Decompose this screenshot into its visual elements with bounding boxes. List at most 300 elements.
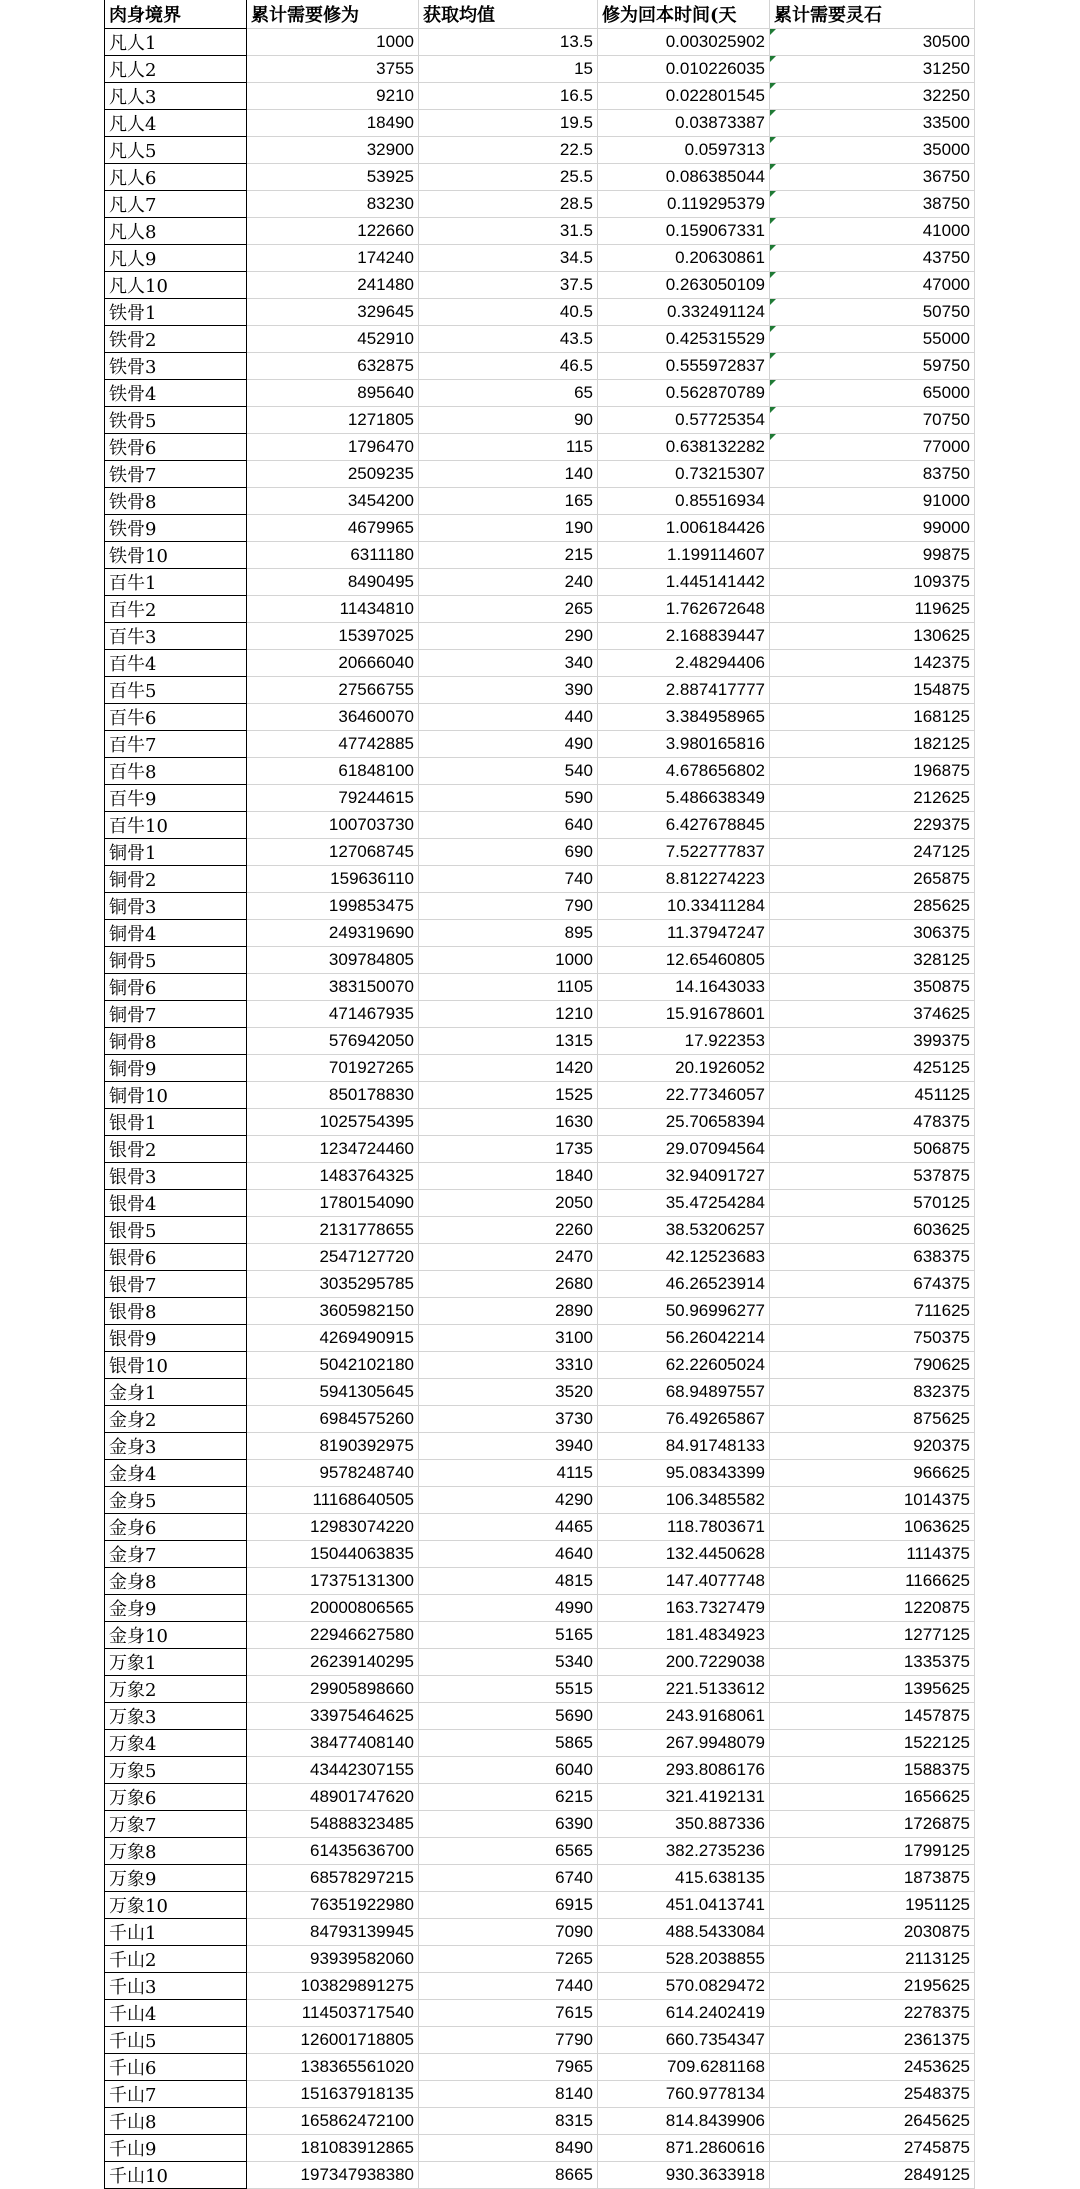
realm-cell[interactable]: 铁骨9 xyxy=(105,514,247,541)
total-spirit-stones-cell[interactable]: 570125 xyxy=(770,1189,975,1216)
realm-cell[interactable]: 万象1 xyxy=(105,1648,247,1675)
payback-days-cell[interactable]: 2.48294406 xyxy=(598,649,770,676)
payback-days-cell[interactable]: 17.922353 xyxy=(598,1027,770,1054)
total-spirit-stones-cell[interactable]: 1063625 xyxy=(770,1513,975,1540)
payback-days-cell[interactable]: 42.12523683 xyxy=(598,1243,770,1270)
payback-days-cell[interactable]: 38.53206257 xyxy=(598,1216,770,1243)
realm-cell[interactable]: 凡人7 xyxy=(105,190,247,217)
realm-cell[interactable]: 千山9 xyxy=(105,2134,247,2161)
average-gain-cell[interactable]: 15 xyxy=(419,55,598,82)
total-spirit-stones-cell[interactable]: 2113125 xyxy=(770,1945,975,1972)
payback-days-cell[interactable]: 4.678656802 xyxy=(598,757,770,784)
average-gain-cell[interactable]: 37.5 xyxy=(419,271,598,298)
average-gain-cell[interactable]: 3520 xyxy=(419,1378,598,1405)
total-cultivation-cell[interactable]: 701927265 xyxy=(247,1054,419,1081)
average-gain-cell[interactable]: 7790 xyxy=(419,2026,598,2053)
realm-cell[interactable]: 银骨6 xyxy=(105,1243,247,1270)
realm-cell[interactable]: 千山8 xyxy=(105,2107,247,2134)
average-gain-cell[interactable]: 140 xyxy=(419,460,598,487)
average-gain-cell[interactable]: 8490 xyxy=(419,2134,598,2161)
payback-days-cell[interactable]: 0.57725354 xyxy=(598,406,770,433)
payback-days-cell[interactable]: 570.0829472 xyxy=(598,1972,770,1999)
total-spirit-stones-cell[interactable]: 32250 xyxy=(770,82,975,109)
realm-cell[interactable]: 铜骨4 xyxy=(105,919,247,946)
realm-cell[interactable]: 万象10 xyxy=(105,1891,247,1918)
average-gain-cell[interactable]: 1735 xyxy=(419,1135,598,1162)
total-cultivation-cell[interactable]: 103829891275 xyxy=(247,1972,419,1999)
total-spirit-stones-cell[interactable]: 265875 xyxy=(770,865,975,892)
total-cultivation-cell[interactable]: 249319690 xyxy=(247,919,419,946)
total-cultivation-cell[interactable]: 12983074220 xyxy=(247,1513,419,1540)
total-spirit-stones-cell[interactable]: 55000 xyxy=(770,325,975,352)
total-cultivation-cell[interactable]: 126001718805 xyxy=(247,2026,419,2053)
total-spirit-stones-cell[interactable]: 168125 xyxy=(770,703,975,730)
average-gain-cell[interactable]: 6390 xyxy=(419,1810,598,1837)
total-cultivation-cell[interactable]: 181083912865 xyxy=(247,2134,419,2161)
total-spirit-stones-cell[interactable]: 506875 xyxy=(770,1135,975,1162)
realm-cell[interactable]: 万象3 xyxy=(105,1702,247,1729)
realm-cell[interactable]: 铁骨8 xyxy=(105,487,247,514)
average-gain-cell[interactable]: 7615 xyxy=(419,1999,598,2026)
total-cultivation-cell[interactable]: 3035295785 xyxy=(247,1270,419,1297)
payback-days-cell[interactable]: 200.7229038 xyxy=(598,1648,770,1675)
total-cultivation-cell[interactable]: 32900 xyxy=(247,136,419,163)
total-spirit-stones-cell[interactable]: 142375 xyxy=(770,649,975,676)
realm-cell[interactable]: 银骨7 xyxy=(105,1270,247,1297)
total-cultivation-cell[interactable]: 1271805 xyxy=(247,406,419,433)
total-spirit-stones-cell[interactable]: 31250 xyxy=(770,55,975,82)
total-cultivation-cell[interactable]: 576942050 xyxy=(247,1027,419,1054)
average-gain-cell[interactable]: 4115 xyxy=(419,1459,598,1486)
total-cultivation-cell[interactable]: 850178830 xyxy=(247,1081,419,1108)
total-spirit-stones-cell[interactable]: 2030875 xyxy=(770,1918,975,1945)
payback-days-cell[interactable]: 163.7327479 xyxy=(598,1594,770,1621)
realm-cell[interactable]: 千山2 xyxy=(105,1945,247,1972)
total-spirit-stones-cell[interactable]: 1588375 xyxy=(770,1756,975,1783)
payback-days-cell[interactable]: 0.010226035 xyxy=(598,55,770,82)
total-spirit-stones-cell[interactable]: 196875 xyxy=(770,757,975,784)
realm-cell[interactable]: 铁骨2 xyxy=(105,325,247,352)
realm-cell[interactable]: 铁骨7 xyxy=(105,460,247,487)
total-spirit-stones-cell[interactable]: 2195625 xyxy=(770,1972,975,1999)
total-cultivation-cell[interactable]: 1796470 xyxy=(247,433,419,460)
total-cultivation-cell[interactable]: 2547127720 xyxy=(247,1243,419,1270)
total-cultivation-cell[interactable]: 199853475 xyxy=(247,892,419,919)
total-spirit-stones-cell[interactable]: 99000 xyxy=(770,514,975,541)
payback-days-cell[interactable]: 12.65460805 xyxy=(598,946,770,973)
total-cultivation-cell[interactable]: 4269490915 xyxy=(247,1324,419,1351)
total-spirit-stones-cell[interactable]: 35000 xyxy=(770,136,975,163)
total-cultivation-cell[interactable]: 383150070 xyxy=(247,973,419,1000)
realm-cell[interactable]: 百牛8 xyxy=(105,757,247,784)
realm-cell[interactable]: 金身5 xyxy=(105,1486,247,1513)
total-spirit-stones-cell[interactable]: 537875 xyxy=(770,1162,975,1189)
total-cultivation-cell[interactable]: 8190392975 xyxy=(247,1432,419,1459)
payback-days-cell[interactable]: 415.638135 xyxy=(598,1864,770,1891)
payback-days-cell[interactable]: 451.0413741 xyxy=(598,1891,770,1918)
realm-cell[interactable]: 银骨2 xyxy=(105,1135,247,1162)
average-gain-cell[interactable]: 1840 xyxy=(419,1162,598,1189)
realm-cell[interactable]: 银骨1 xyxy=(105,1108,247,1135)
realm-cell[interactable]: 金身10 xyxy=(105,1621,247,1648)
average-gain-cell[interactable]: 16.5 xyxy=(419,82,598,109)
realm-cell[interactable]: 金身8 xyxy=(105,1567,247,1594)
total-cultivation-cell[interactable]: 93939582060 xyxy=(247,1945,419,1972)
payback-days-cell[interactable]: 0.159067331 xyxy=(598,217,770,244)
realm-cell[interactable]: 金身7 xyxy=(105,1540,247,1567)
average-gain-cell[interactable]: 7265 xyxy=(419,1945,598,1972)
payback-days-cell[interactable]: 25.70658394 xyxy=(598,1108,770,1135)
average-gain-cell[interactable]: 34.5 xyxy=(419,244,598,271)
realm-cell[interactable]: 凡人2 xyxy=(105,55,247,82)
realm-cell[interactable]: 百牛3 xyxy=(105,622,247,649)
total-spirit-stones-cell[interactable]: 77000 xyxy=(770,433,975,460)
average-gain-cell[interactable]: 7965 xyxy=(419,2053,598,2080)
total-spirit-stones-cell[interactable]: 36750 xyxy=(770,163,975,190)
total-spirit-stones-cell[interactable]: 966625 xyxy=(770,1459,975,1486)
total-spirit-stones-cell[interactable]: 47000 xyxy=(770,271,975,298)
total-cultivation-cell[interactable]: 43442307155 xyxy=(247,1756,419,1783)
realm-cell[interactable]: 银骨8 xyxy=(105,1297,247,1324)
payback-days-cell[interactable]: 29.07094564 xyxy=(598,1135,770,1162)
payback-days-cell[interactable]: 293.8086176 xyxy=(598,1756,770,1783)
total-spirit-stones-cell[interactable]: 875625 xyxy=(770,1405,975,1432)
payback-days-cell[interactable]: 0.022801545 xyxy=(598,82,770,109)
total-spirit-stones-cell[interactable]: 1114375 xyxy=(770,1540,975,1567)
total-spirit-stones-cell[interactable]: 638375 xyxy=(770,1243,975,1270)
total-cultivation-cell[interactable]: 4679965 xyxy=(247,514,419,541)
total-spirit-stones-cell[interactable]: 425125 xyxy=(770,1054,975,1081)
total-spirit-stones-cell[interactable]: 603625 xyxy=(770,1216,975,1243)
average-gain-cell[interactable]: 28.5 xyxy=(419,190,598,217)
total-spirit-stones-cell[interactable]: 83750 xyxy=(770,460,975,487)
total-cultivation-cell[interactable]: 9578248740 xyxy=(247,1459,419,1486)
average-gain-cell[interactable]: 8140 xyxy=(419,2080,598,2107)
total-cultivation-cell[interactable]: 2131778655 xyxy=(247,1216,419,1243)
average-gain-cell[interactable]: 2680 xyxy=(419,1270,598,1297)
average-gain-cell[interactable]: 2470 xyxy=(419,1243,598,1270)
total-cultivation-cell[interactable]: 18490 xyxy=(247,109,419,136)
payback-days-cell[interactable]: 2.168839447 xyxy=(598,622,770,649)
payback-days-cell[interactable]: 488.5433084 xyxy=(598,1918,770,1945)
payback-days-cell[interactable]: 6.427678845 xyxy=(598,811,770,838)
realm-cell[interactable]: 凡人9 xyxy=(105,244,247,271)
realm-cell[interactable]: 铜骨7 xyxy=(105,1000,247,1027)
realm-cell[interactable]: 千山10 xyxy=(105,2161,247,2188)
average-gain-cell[interactable]: 790 xyxy=(419,892,598,919)
total-spirit-stones-cell[interactable]: 1656625 xyxy=(770,1783,975,1810)
realm-cell[interactable]: 银骨9 xyxy=(105,1324,247,1351)
total-spirit-stones-cell[interactable]: 70750 xyxy=(770,406,975,433)
total-cultivation-cell[interactable]: 632875 xyxy=(247,352,419,379)
average-gain-cell[interactable]: 165 xyxy=(419,487,598,514)
realm-cell[interactable]: 凡人10 xyxy=(105,271,247,298)
total-cultivation-cell[interactable]: 241480 xyxy=(247,271,419,298)
total-cultivation-cell[interactable]: 20000806565 xyxy=(247,1594,419,1621)
spreadsheet[interactable] xyxy=(104,0,974,2187)
payback-days-cell[interactable]: 0.562870789 xyxy=(598,379,770,406)
realm-cell[interactable]: 凡人5 xyxy=(105,136,247,163)
average-gain-cell[interactable]: 40.5 xyxy=(419,298,598,325)
average-gain-cell[interactable]: 265 xyxy=(419,595,598,622)
total-spirit-stones-cell[interactable]: 285625 xyxy=(770,892,975,919)
total-cultivation-cell[interactable]: 47742885 xyxy=(247,730,419,757)
average-gain-cell[interactable]: 3940 xyxy=(419,1432,598,1459)
payback-days-cell[interactable]: 267.9948079 xyxy=(598,1729,770,1756)
realm-cell[interactable]: 万象9 xyxy=(105,1864,247,1891)
total-cultivation-cell[interactable]: 11168640505 xyxy=(247,1486,419,1513)
header-total-cultivation[interactable]: 累计需要修为 xyxy=(247,0,419,28)
total-spirit-stones-cell[interactable]: 1457875 xyxy=(770,1702,975,1729)
average-gain-cell[interactable]: 340 xyxy=(419,649,598,676)
average-gain-cell[interactable]: 5340 xyxy=(419,1648,598,1675)
total-cultivation-cell[interactable]: 38477408140 xyxy=(247,1729,419,1756)
total-cultivation-cell[interactable]: 122660 xyxy=(247,217,419,244)
average-gain-cell[interactable]: 6565 xyxy=(419,1837,598,1864)
payback-days-cell[interactable]: 0.03873387 xyxy=(598,109,770,136)
average-gain-cell[interactable]: 6215 xyxy=(419,1783,598,1810)
realm-cell[interactable]: 百牛10 xyxy=(105,811,247,838)
total-cultivation-cell[interactable]: 6984575260 xyxy=(247,1405,419,1432)
total-spirit-stones-cell[interactable]: 750375 xyxy=(770,1324,975,1351)
total-spirit-stones-cell[interactable]: 451125 xyxy=(770,1081,975,1108)
payback-days-cell[interactable]: 22.77346057 xyxy=(598,1081,770,1108)
realm-cell[interactable]: 千山5 xyxy=(105,2026,247,2053)
average-gain-cell[interactable]: 240 xyxy=(419,568,598,595)
payback-days-cell[interactable]: 871.2860616 xyxy=(598,2134,770,2161)
total-spirit-stones-cell[interactable]: 2278375 xyxy=(770,1999,975,2026)
total-spirit-stones-cell[interactable]: 1335375 xyxy=(770,1648,975,1675)
total-cultivation-cell[interactable]: 2509235 xyxy=(247,460,419,487)
average-gain-cell[interactable]: 6915 xyxy=(419,1891,598,1918)
average-gain-cell[interactable]: 1630 xyxy=(419,1108,598,1135)
realm-cell[interactable]: 金身1 xyxy=(105,1378,247,1405)
payback-days-cell[interactable]: 660.7354347 xyxy=(598,2026,770,2053)
payback-days-cell[interactable]: 0.20630861 xyxy=(598,244,770,271)
header-payback-days[interactable]: 修为回本时间(天 xyxy=(598,0,770,28)
realm-cell[interactable]: 千山6 xyxy=(105,2053,247,2080)
payback-days-cell[interactable]: 118.7803671 xyxy=(598,1513,770,1540)
total-spirit-stones-cell[interactable]: 2453625 xyxy=(770,2053,975,2080)
total-cultivation-cell[interactable]: 329645 xyxy=(247,298,419,325)
total-spirit-stones-cell[interactable]: 832375 xyxy=(770,1378,975,1405)
realm-cell[interactable]: 凡人3 xyxy=(105,82,247,109)
total-spirit-stones-cell[interactable]: 306375 xyxy=(770,919,975,946)
average-gain-cell[interactable]: 4990 xyxy=(419,1594,598,1621)
payback-days-cell[interactable]: 7.522777837 xyxy=(598,838,770,865)
realm-cell[interactable]: 凡人4 xyxy=(105,109,247,136)
total-spirit-stones-cell[interactable]: 30500 xyxy=(770,28,975,55)
realm-cell[interactable]: 千山7 xyxy=(105,2080,247,2107)
total-cultivation-cell[interactable]: 83230 xyxy=(247,190,419,217)
realm-cell[interactable]: 千山4 xyxy=(105,1999,247,2026)
payback-days-cell[interactable]: 20.1926052 xyxy=(598,1054,770,1081)
realm-cell[interactable]: 万象2 xyxy=(105,1675,247,1702)
total-spirit-stones-cell[interactable]: 1522125 xyxy=(770,1729,975,1756)
payback-days-cell[interactable]: 0.85516934 xyxy=(598,487,770,514)
payback-days-cell[interactable]: 10.33411284 xyxy=(598,892,770,919)
payback-days-cell[interactable]: 760.9778134 xyxy=(598,2080,770,2107)
total-spirit-stones-cell[interactable]: 43750 xyxy=(770,244,975,271)
total-cultivation-cell[interactable]: 53925 xyxy=(247,163,419,190)
payback-days-cell[interactable]: 221.5133612 xyxy=(598,1675,770,1702)
payback-days-cell[interactable]: 5.486638349 xyxy=(598,784,770,811)
average-gain-cell[interactable]: 7440 xyxy=(419,1972,598,1999)
realm-cell[interactable]: 铁骨3 xyxy=(105,352,247,379)
realm-cell[interactable]: 百牛9 xyxy=(105,784,247,811)
total-cultivation-cell[interactable]: 151637918135 xyxy=(247,2080,419,2107)
payback-days-cell[interactable]: 0.0597313 xyxy=(598,136,770,163)
total-cultivation-cell[interactable]: 79244615 xyxy=(247,784,419,811)
average-gain-cell[interactable]: 31.5 xyxy=(419,217,598,244)
realm-cell[interactable]: 万象5 xyxy=(105,1756,247,1783)
payback-days-cell[interactable]: 2.887417777 xyxy=(598,676,770,703)
average-gain-cell[interactable]: 22.5 xyxy=(419,136,598,163)
average-gain-cell[interactable]: 4640 xyxy=(419,1540,598,1567)
average-gain-cell[interactable]: 5690 xyxy=(419,1702,598,1729)
realm-cell[interactable]: 铁骨4 xyxy=(105,379,247,406)
realm-cell[interactable]: 银骨10 xyxy=(105,1351,247,1378)
average-gain-cell[interactable]: 490 xyxy=(419,730,598,757)
realm-cell[interactable]: 金身4 xyxy=(105,1459,247,1486)
total-cultivation-cell[interactable]: 3755 xyxy=(247,55,419,82)
total-cultivation-cell[interactable]: 76351922980 xyxy=(247,1891,419,1918)
average-gain-cell[interactable]: 590 xyxy=(419,784,598,811)
payback-days-cell[interactable]: 132.4450628 xyxy=(598,1540,770,1567)
payback-days-cell[interactable]: 1.006184426 xyxy=(598,514,770,541)
average-gain-cell[interactable]: 2890 xyxy=(419,1297,598,1324)
average-gain-cell[interactable]: 19.5 xyxy=(419,109,598,136)
payback-days-cell[interactable]: 382.2735236 xyxy=(598,1837,770,1864)
realm-cell[interactable]: 凡人1 xyxy=(105,28,247,55)
total-cultivation-cell[interactable]: 197347938380 xyxy=(247,2161,419,2188)
payback-days-cell[interactable]: 350.887336 xyxy=(598,1810,770,1837)
total-cultivation-cell[interactable]: 20666040 xyxy=(247,649,419,676)
total-spirit-stones-cell[interactable]: 59750 xyxy=(770,352,975,379)
average-gain-cell[interactable]: 5515 xyxy=(419,1675,598,1702)
total-spirit-stones-cell[interactable]: 109375 xyxy=(770,568,975,595)
total-spirit-stones-cell[interactable]: 2548375 xyxy=(770,2080,975,2107)
payback-days-cell[interactable]: 147.4077748 xyxy=(598,1567,770,1594)
realm-cell[interactable]: 凡人8 xyxy=(105,217,247,244)
total-cultivation-cell[interactable]: 159636110 xyxy=(247,865,419,892)
payback-days-cell[interactable]: 243.9168061 xyxy=(598,1702,770,1729)
total-spirit-stones-cell[interactable]: 2745875 xyxy=(770,2134,975,2161)
average-gain-cell[interactable]: 3310 xyxy=(419,1351,598,1378)
realm-cell[interactable]: 铁骨5 xyxy=(105,406,247,433)
total-cultivation-cell[interactable]: 174240 xyxy=(247,244,419,271)
realm-cell[interactable]: 金身9 xyxy=(105,1594,247,1621)
average-gain-cell[interactable]: 43.5 xyxy=(419,325,598,352)
total-spirit-stones-cell[interactable]: 2361375 xyxy=(770,2026,975,2053)
average-gain-cell[interactable]: 440 xyxy=(419,703,598,730)
total-spirit-stones-cell[interactable]: 1014375 xyxy=(770,1486,975,1513)
payback-days-cell[interactable]: 0.73215307 xyxy=(598,460,770,487)
total-cultivation-cell[interactable]: 27566755 xyxy=(247,676,419,703)
realm-cell[interactable]: 铜骨6 xyxy=(105,973,247,1000)
average-gain-cell[interactable]: 2260 xyxy=(419,1216,598,1243)
payback-days-cell[interactable]: 50.96996277 xyxy=(598,1297,770,1324)
payback-days-cell[interactable]: 0.425315529 xyxy=(598,325,770,352)
average-gain-cell[interactable]: 1105 xyxy=(419,973,598,1000)
total-spirit-stones-cell[interactable]: 99875 xyxy=(770,541,975,568)
payback-days-cell[interactable]: 0.003025902 xyxy=(598,28,770,55)
payback-days-cell[interactable]: 528.2038855 xyxy=(598,1945,770,1972)
total-spirit-stones-cell[interactable]: 399375 xyxy=(770,1027,975,1054)
total-spirit-stones-cell[interactable]: 1220875 xyxy=(770,1594,975,1621)
realm-cell[interactable]: 铜骨8 xyxy=(105,1027,247,1054)
total-spirit-stones-cell[interactable]: 2645625 xyxy=(770,2107,975,2134)
total-spirit-stones-cell[interactable]: 1799125 xyxy=(770,1837,975,1864)
total-cultivation-cell[interactable]: 15044063835 xyxy=(247,1540,419,1567)
average-gain-cell[interactable]: 6740 xyxy=(419,1864,598,1891)
total-cultivation-cell[interactable]: 895640 xyxy=(247,379,419,406)
total-cultivation-cell[interactable]: 309784805 xyxy=(247,946,419,973)
total-spirit-stones-cell[interactable]: 790625 xyxy=(770,1351,975,1378)
realm-cell[interactable]: 银骨3 xyxy=(105,1162,247,1189)
payback-days-cell[interactable]: 15.91678601 xyxy=(598,1000,770,1027)
average-gain-cell[interactable]: 7090 xyxy=(419,1918,598,1945)
average-gain-cell[interactable]: 390 xyxy=(419,676,598,703)
total-cultivation-cell[interactable]: 33975464625 xyxy=(247,1702,419,1729)
total-cultivation-cell[interactable]: 61848100 xyxy=(247,757,419,784)
total-spirit-stones-cell[interactable]: 247125 xyxy=(770,838,975,865)
total-cultivation-cell[interactable]: 54888323485 xyxy=(247,1810,419,1837)
total-cultivation-cell[interactable]: 5042102180 xyxy=(247,1351,419,1378)
average-gain-cell[interactable]: 2050 xyxy=(419,1189,598,1216)
total-cultivation-cell[interactable]: 22946627580 xyxy=(247,1621,419,1648)
average-gain-cell[interactable]: 1420 xyxy=(419,1054,598,1081)
total-cultivation-cell[interactable]: 1483764325 xyxy=(247,1162,419,1189)
payback-days-cell[interactable]: 76.49265867 xyxy=(598,1405,770,1432)
realm-cell[interactable]: 万象4 xyxy=(105,1729,247,1756)
average-gain-cell[interactable]: 895 xyxy=(419,919,598,946)
payback-days-cell[interactable]: 56.26042214 xyxy=(598,1324,770,1351)
total-spirit-stones-cell[interactable]: 38750 xyxy=(770,190,975,217)
realm-cell[interactable]: 铜骨1 xyxy=(105,838,247,865)
average-gain-cell[interactable]: 1525 xyxy=(419,1081,598,1108)
payback-days-cell[interactable]: 709.6281168 xyxy=(598,2053,770,2080)
header-average-gain[interactable]: 获取均值 xyxy=(419,0,598,28)
total-cultivation-cell[interactable]: 100703730 xyxy=(247,811,419,838)
header-total-spirit-stones[interactable]: 累计需要灵石 xyxy=(770,0,975,28)
payback-days-cell[interactable]: 46.26523914 xyxy=(598,1270,770,1297)
total-spirit-stones-cell[interactable]: 1726875 xyxy=(770,1810,975,1837)
realm-cell[interactable]: 百牛4 xyxy=(105,649,247,676)
payback-days-cell[interactable]: 181.4834923 xyxy=(598,1621,770,1648)
total-spirit-stones-cell[interactable]: 1873875 xyxy=(770,1864,975,1891)
total-spirit-stones-cell[interactable]: 1277125 xyxy=(770,1621,975,1648)
realm-cell[interactable]: 银骨4 xyxy=(105,1189,247,1216)
total-spirit-stones-cell[interactable]: 1166625 xyxy=(770,1567,975,1594)
total-spirit-stones-cell[interactable]: 119625 xyxy=(770,595,975,622)
total-cultivation-cell[interactable]: 15397025 xyxy=(247,622,419,649)
payback-days-cell[interactable]: 1.445141442 xyxy=(598,568,770,595)
average-gain-cell[interactable]: 1210 xyxy=(419,1000,598,1027)
realm-cell[interactable]: 百牛1 xyxy=(105,568,247,595)
payback-days-cell[interactable]: 106.3485582 xyxy=(598,1486,770,1513)
payback-days-cell[interactable]: 1.199114607 xyxy=(598,541,770,568)
average-gain-cell[interactable]: 90 xyxy=(419,406,598,433)
total-spirit-stones-cell[interactable]: 328125 xyxy=(770,946,975,973)
realm-cell[interactable]: 凡人6 xyxy=(105,163,247,190)
payback-days-cell[interactable]: 95.08343399 xyxy=(598,1459,770,1486)
total-spirit-stones-cell[interactable]: 182125 xyxy=(770,730,975,757)
total-spirit-stones-cell[interactable]: 2849125 xyxy=(770,2161,975,2188)
realm-cell[interactable]: 银骨5 xyxy=(105,1216,247,1243)
total-spirit-stones-cell[interactable]: 130625 xyxy=(770,622,975,649)
total-cultivation-cell[interactable]: 5941305645 xyxy=(247,1378,419,1405)
